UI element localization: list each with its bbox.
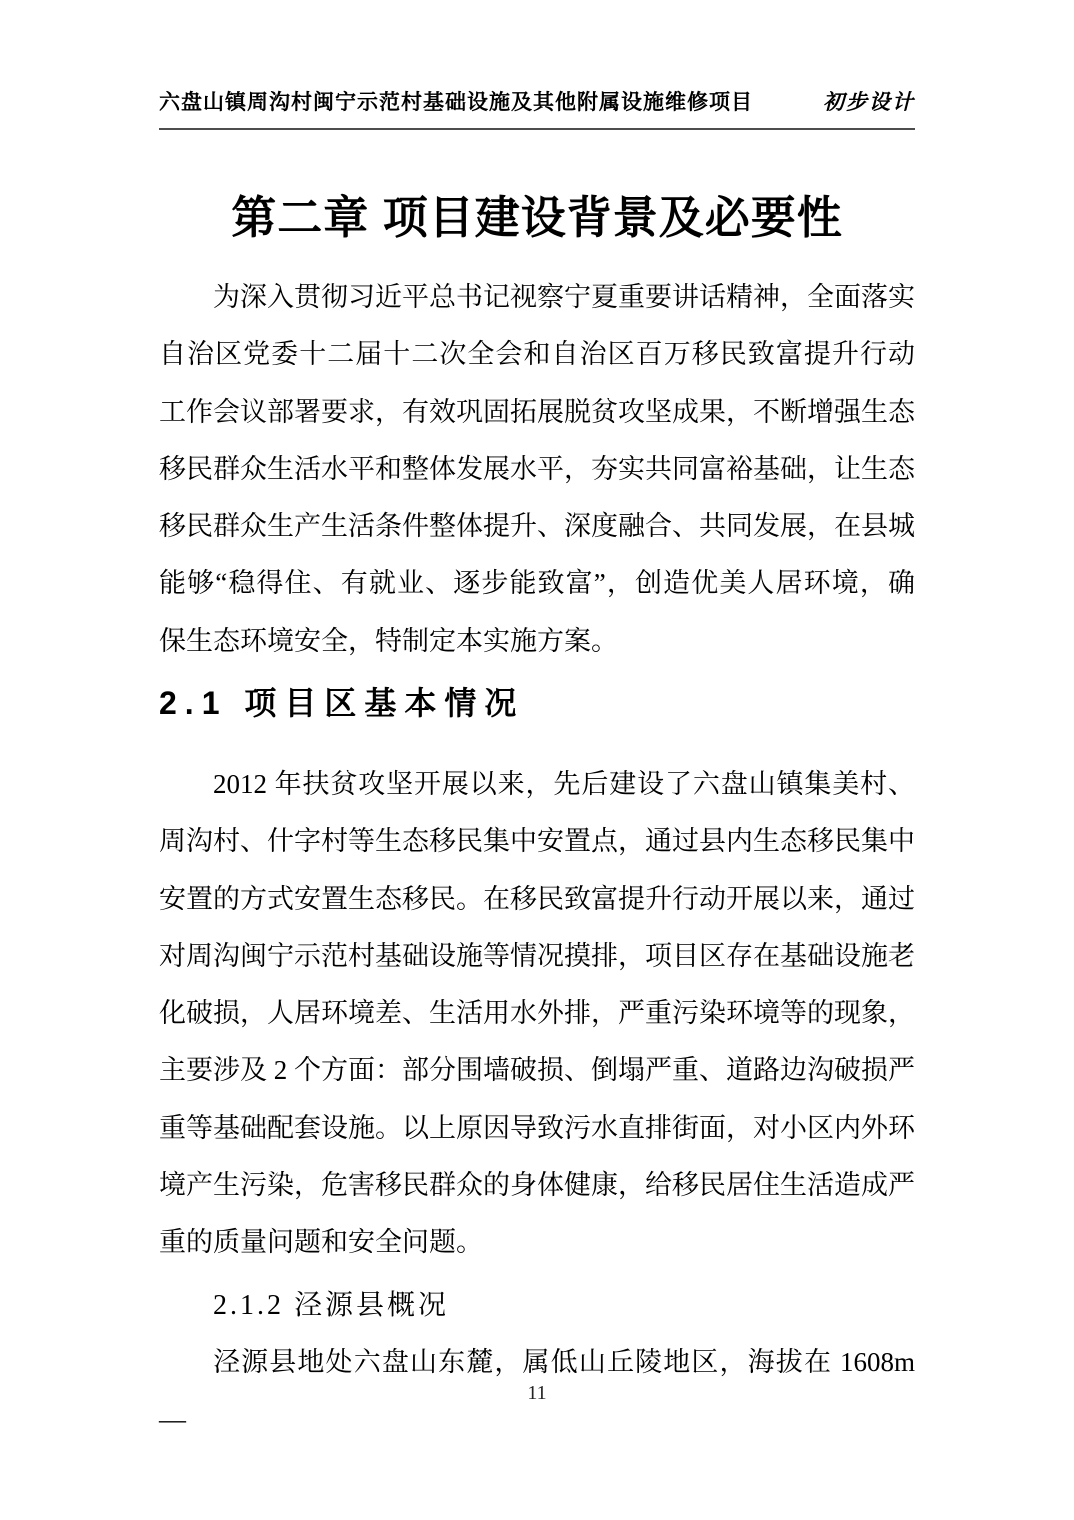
text-line: 泾源县地处六盘山东麓，属低山丘陵地区，海拔在 1608m— <box>159 1347 915 1435</box>
header-project-title: 六盘山镇周沟村闽宁示范村基础设施及其他附属设施维修项目 <box>159 90 753 114</box>
text-line: 移民群众生产生活条件整体提升、深度融合、共同发展，在县城 <box>159 511 915 542</box>
text-line: 化破损，人居环境差、生活用水外排，严重污染环境等的现象， <box>159 998 915 1029</box>
text-line: 主要涉及 2 个方面：部分围墙破损、倒塌严重、道路边沟破损严 <box>159 1055 915 1086</box>
subsection-heading-2-1-2: 2.1.2 泾源县概况 <box>213 1290 450 1321</box>
paragraph-intro <box>159 269 915 670</box>
text-line: 境产生污染，危害移民群众的身体健康，给移民居住生活造成严 <box>159 1170 915 1201</box>
text-line: 自治区党委十二届十二次全会和自治区百万移民致富提升行动 <box>159 339 915 370</box>
page-header <box>159 86 915 116</box>
text-line: 保生态环境安全，特制定本实施方案。 <box>159 625 618 656</box>
text-line: 安置的方式安置生态移民。在移民致富提升行动开展以来，通过 <box>159 883 915 914</box>
text-line: 能够“稳得住、有就业、逐步能致富”，创造优美人居环境，确 <box>159 568 915 599</box>
page-number: 11 <box>527 1382 547 1404</box>
text-line: 2012 年扶贫攻坚开展以来，先后建设了六盘山镇集美村、 <box>213 769 915 799</box>
section-heading-2-1: 2.1 项目区基本情况 <box>159 685 525 721</box>
paragraph-project-area <box>159 756 915 1272</box>
text-line: 移民群众生活水平和整体发展水平，夯实共同富裕基础，让生态 <box>159 453 915 484</box>
header-doc-type: 初步设计 <box>823 90 915 114</box>
text-line: 工作会议部署要求，有效巩固拓展脱贫攻坚成果，不断增强生态 <box>159 396 915 427</box>
text-line: 重等基础配套设施。以上原因导致污水直排街面，对小区内外环 <box>159 1112 915 1143</box>
text-line: 为深入贯彻习近平总书记视察宁夏重要讲话精神，全面落实 <box>213 282 915 312</box>
text-line: 周沟村、什字村等生态移民集中安置点，通过县内生态移民集中 <box>159 826 915 857</box>
text-line: 重的质量问题和安全问题。 <box>159 1227 483 1258</box>
header-rule <box>159 128 915 130</box>
text-line: 对周沟闽宁示范村基础设施等情况摸排，项目区存在基础设施老 <box>159 940 915 971</box>
chapter-title: 第二章 项目建设背景及必要性 <box>231 192 843 243</box>
